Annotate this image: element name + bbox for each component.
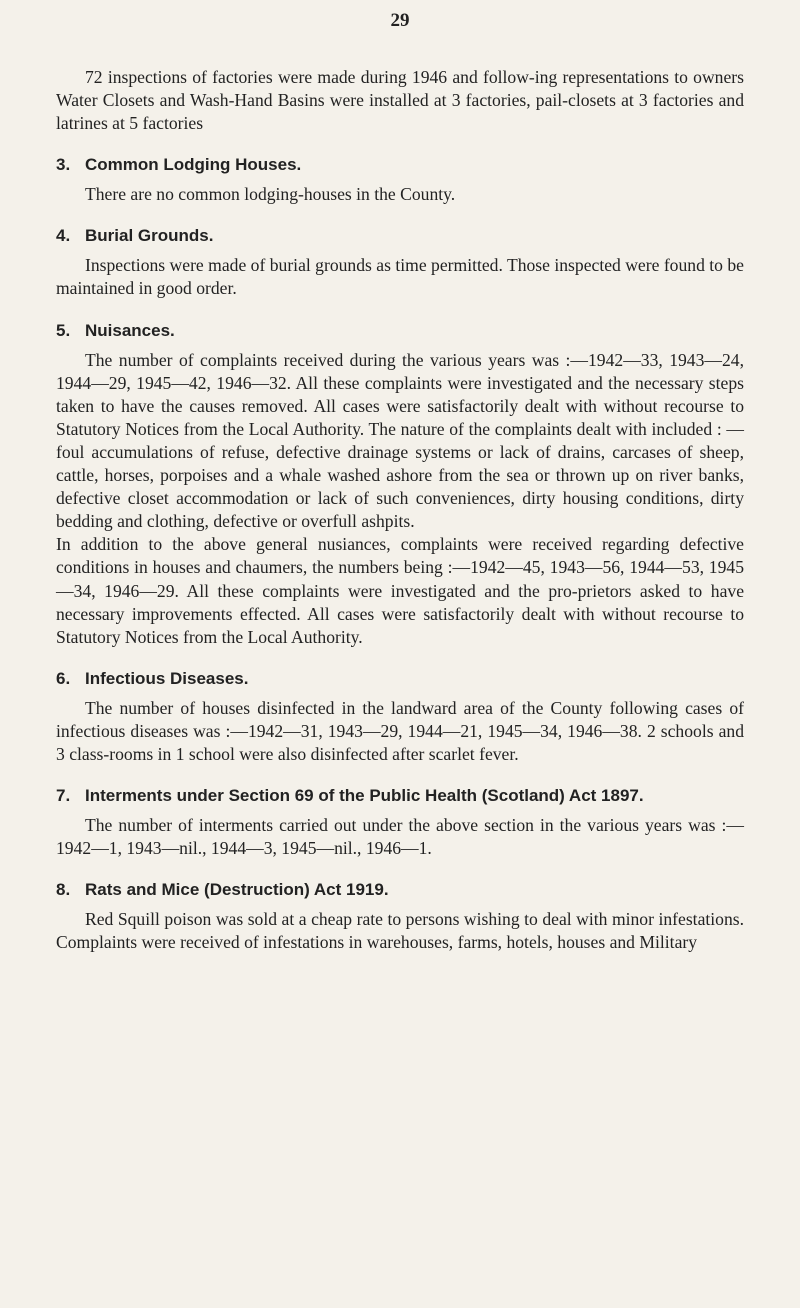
page-number: 29 [390,10,410,31]
section-number: 3. [56,155,71,175]
section-heading [56,224,744,247]
section-number: 7. [56,786,71,806]
section-infectious-diseases [56,667,744,766]
section-title: Interments under Section 69 of the Public Health (Scotland) Act 1897. [85,786,644,806]
section-number: 4. [56,226,71,246]
section-burial-grounds [56,224,744,300]
section-nuisances [56,319,744,649]
section-heading [56,878,744,901]
section-title: Burial Grounds. [85,226,214,246]
section-number: 8. [56,880,71,900]
intro-paragraph: 72 inspections of factories were made during 1946 and follow-ing representations to owners Water Closets and Wash-Hand Basins were installed at 3 factories, pail-closets at 3 factories and latrines at 5 factories [56,67,744,134]
section-heading [56,319,744,342]
section-title: Infectious Diseases. [85,668,249,688]
section-title: Rats and Mice (Destruction) Act 1919. [85,880,389,900]
section-paragraph: There are no common lodging-houses in the County. [85,184,456,205]
section-rats-and-mice [56,878,744,954]
section-number: 6. [56,668,71,688]
section-paragraph: Inspections were made of burial grounds as time permitted. Those inspected were found to be maintained in good order. [56,255,744,299]
section-interments [56,784,744,860]
section-heading [56,667,744,690]
section-heading [56,153,744,176]
section-number: 5. [56,320,71,340]
page-content [56,66,744,954]
section-paragraph: Red Squill poison was sold at a cheap rate to persons wishing to deal with minor infestations. Complaints were received of infestations in warehouses, farms, hotels, houses and Military [56,909,744,953]
section-common-lodging-houses [56,153,744,206]
section-title: Nuisances. [85,320,175,340]
section-paragraph: The number of interments carried out under the above section in the various years was :—1942—1, 1943—nil., 1944—3, 1945—nil., 1946—1. [56,815,744,859]
section-heading [56,784,744,807]
section-title: Common Lodging Houses. [85,155,302,175]
section-paragraph: In addition to the above general nusiances, complaints were received regarding defective conditions in houses and chaumers, the numbers being :—1942—45, 1943—56, 1944—53, 1945—34, 1946—29. All these complaints were investigated and the pro-prietors asked to have necessary improvements effected. All cases were satisfactorily dealt with without recourse to Statutory Notices from the Local Authority. [56,534,744,647]
section-paragraph: The number of houses disinfected in the landward area of the County following cases of infectious diseases was :—1942—31, 1943—29, 1944—21, 1945—34, 1946—38. 2 schools and 3 class-rooms in 1 school were also disinfected after scarlet fever. [56,697,744,764]
section-paragraph: The number of complaints received during the various years was :—1942—33, 1943—24, 1944—29, 1945—42, 1946—32. All these complaints were investigated and the necessary steps taken to have the causes removed. All cases were satisfactorily dealt with without recourse to Statutory Notices from the Local Authority. The nature of the complaints dealt with included : — foul accumulations of refuse, defective drainage systems or lack of drains, carcases of sheep, cattle, horses, porpoises and a whale washed ashore from the sea or thrown up on river banks, defective closet accommodation or lack of such conveniences, dirty housing conditions, dirty bedding and clothing, defective or overfull ashpits. [56,349,744,532]
